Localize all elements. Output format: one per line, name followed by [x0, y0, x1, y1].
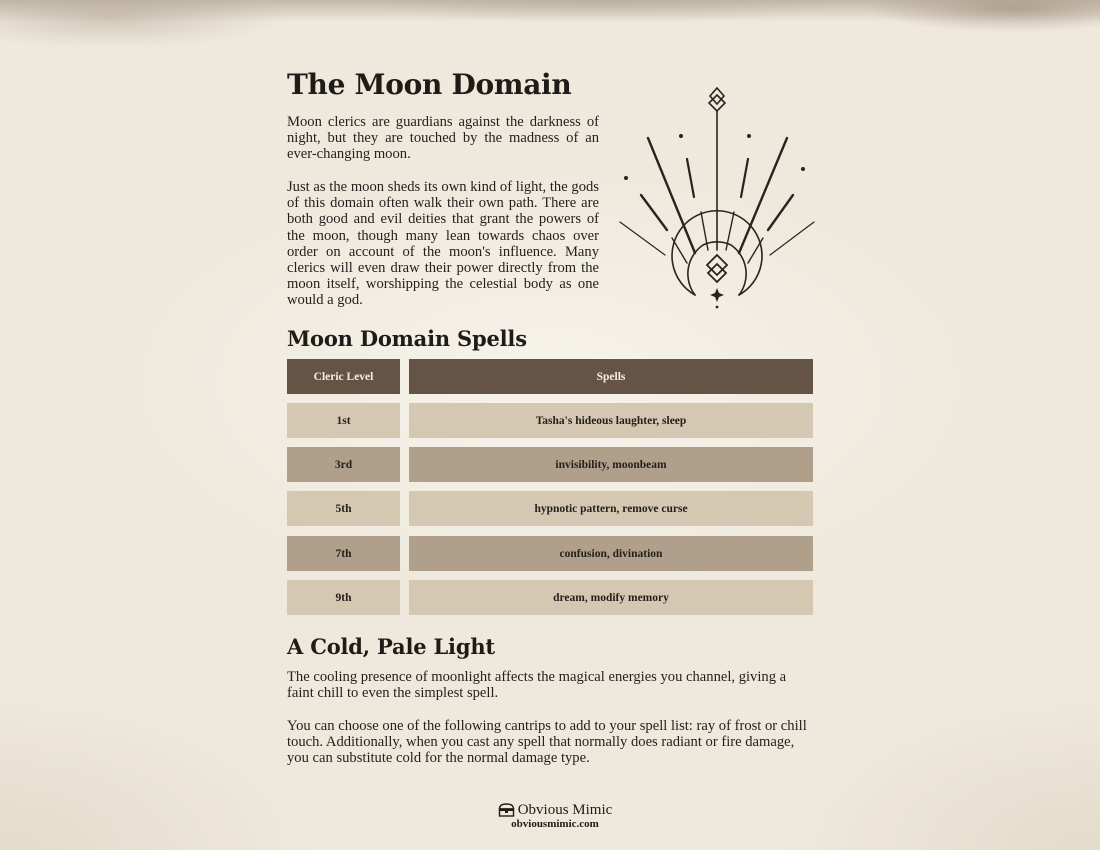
- treasure-chest-icon: [498, 803, 515, 817]
- cold-paragraph-2: You can choose one of the following cantrips to add to your spell list: ray of frost or chill touch. Additionally, when you cast any spell that normally does radiant or fire damage, you can substitute cold for the normal damage type.: [287, 718, 807, 767]
- table-row-spells: invisibility, moonbeam: [409, 447, 813, 482]
- table-row-level: 3rd: [287, 447, 400, 482]
- table-row-level: 7th: [287, 536, 400, 571]
- parchment-stain: [0, 0, 1100, 22]
- cold-paragraph-1: The cooling presence of moonlight affects the magical energies you channel, giving a faint chill to even the simplest spell.: [287, 669, 787, 702]
- cold-section-heading: A Cold, Pale Light: [287, 634, 495, 659]
- website-link[interactable]: obviousmimic.com: [511, 818, 599, 830]
- table-row-level: 9th: [287, 580, 400, 615]
- table-header-spells: Spells: [409, 359, 813, 394]
- brand-name: Obvious Mimic: [517, 802, 613, 818]
- intro-paragraph-2: Just as the moon sheds its own kind of light, the gods of this domain often walk their own path. There are both good and evil deities that grant the powers of the moon, though many lean towards chaos over order on account of the moon's influence. Many clerics will even draw their power directly from the moon itself, worshipping the celestial body as one would a god.: [287, 179, 599, 309]
- moon-sunburst-emblem-icon: [615, 85, 820, 310]
- footer-brand: [490, 802, 620, 818]
- table-row-spells: Tasha's hideous laughter, sleep: [409, 403, 813, 438]
- table-header-cleric-level: Cleric Level: [287, 359, 400, 394]
- intro-paragraph-1: Moon clerics are guardians against the darkness of night, but they are touched by the madness of an ever-changing moon.: [287, 114, 599, 163]
- table-row-spells: confusion, divination: [409, 536, 813, 571]
- footer: [490, 802, 620, 830]
- page-title: The Moon Domain: [287, 68, 572, 101]
- spells-section-heading: Moon Domain Spells: [287, 326, 527, 351]
- table-row-spells: hypnotic pattern, remove curse: [409, 491, 813, 526]
- table-row-level: 5th: [287, 491, 400, 526]
- table-row-level: 1st: [287, 403, 400, 438]
- table-row-spells: dream, modify memory: [409, 580, 813, 615]
